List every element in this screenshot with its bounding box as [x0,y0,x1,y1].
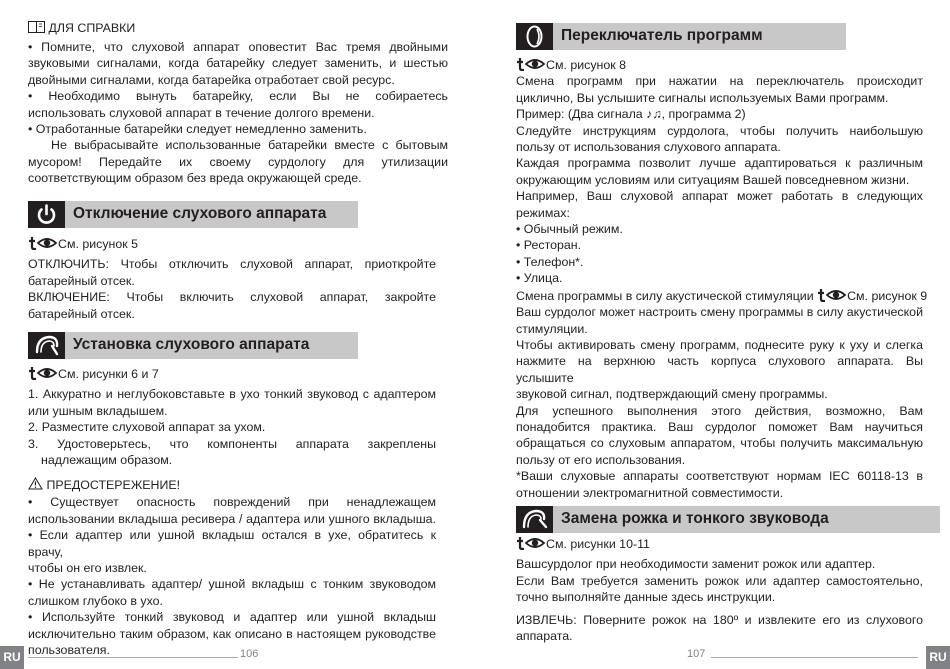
body-line: Пример: (Два сигнала ♪♫, программа 2) [516,107,746,122]
body-line: пользу от его использования. [516,452,686,467]
body-line: окружающим условиям или ситуациям Вашей повседневном жизни. [516,172,910,187]
page-number: 106 [240,648,259,660]
body-line: Смена программ при нажатии на переключатель происходит [516,74,923,89]
figure-reference: См. рисунки 10-11 [516,536,923,552]
list-item: надлежащим образом. [41,453,173,468]
note-line: • Необходимо вынуть батарейку, если Вы не собираетесь [28,89,448,104]
warning-line: использовании вкладыша ресивера / адаптера или ушного вкладыша. [28,511,436,526]
body-line: Например, Ваш слуховой аппарат может работать в следующих [516,189,923,204]
note-line: соответствующим образом без вреда окружающей среде. [28,171,362,186]
list-item: 2. Разместите слуховой аппарат за ухом. [28,420,266,435]
install-body [28,366,436,468]
section-title: Отключение слухового аппарата [73,205,327,222]
body-line: точно выполняйте данные здесь инструкции. [516,590,776,605]
section-header-power-off [28,201,358,228]
warning-title: ПРЕДОСТЕРЕЖЕНИЕ! [46,478,181,492]
body-line: циклично, Вы услышите сигналы используемых Вами программ. [516,90,889,105]
body-line: Вашсурдолог при необходимости заменит рожок или адаптер. [516,557,876,572]
language-badge: RU [926,646,950,669]
book-icon [28,21,45,33]
note-line: мусором! Передайте их своему сурдологу для утилизации [28,154,448,169]
list-item: • Улица. [516,271,563,286]
replace-tube-body [516,536,923,644]
warning-line: • Используйте тонкий звуковод и адаптер или ушной вкладыш [28,610,436,625]
see-figure-icon [516,536,546,550]
body-line: стимуляции. [516,321,588,336]
body-line: батарейный отсек. [28,273,135,288]
body-line: обращаться со слуховым аппаратом, чтобы получить максимальную [516,436,923,451]
page-number: 107 [687,648,706,660]
body-line: ОТКЛЮЧИТЬ: Чтобы отключить слуховой аппарат, приоткройте [28,257,436,272]
language-badge: RU [0,646,24,669]
section-title: Замена рожка и тонкого звуковода [561,510,829,527]
list-item: 1. Аккуратно и неглубоковставьте в ухо тонкий звуковод с адаптером [28,387,436,402]
body-line: Каждая программа позволит лучше адаптироваться к различным [516,156,923,171]
list-item: 3. Удостоверьтесь, что компоненты аппарата закреплены [28,436,436,451]
warning-heading [28,477,436,493]
body-line: ИЗВЛЕЧЬ: Поверните рожок на 180º и извлеките его из слухового [516,612,923,627]
see-figure-icon [28,366,58,380]
footer-rule [711,657,918,658]
program-switch-body [516,57,928,501]
footer-rule [28,657,238,658]
right-page [475,0,950,669]
warning-line: чтобы он его извлек. [28,561,147,576]
warning-line: пользователя. [28,643,110,658]
warning-block [28,477,436,658]
power-icon [28,201,65,228]
note-heading [28,20,448,37]
list-item: • Ресторан. [516,238,582,253]
body-line: режимах: [516,205,570,220]
warning-line: • Существует опасность повреждений при ненадлежащем [28,495,436,510]
warning-line: • Не устанавливать адаптер/ ушной вкладыш с тонким звуководом [28,577,436,592]
footnote-line: отношении электромагнитной совместимости. [516,485,784,500]
body-line: нажмите на верхнюю часть корпуса слухового аппарата. Вы услышите [516,354,923,385]
note-line: звуковыми сигналами, когда батарейку следует заменить, и шестью [28,56,448,71]
warning-triangle-icon [28,477,43,490]
list-item: • Обычный режим. [516,222,623,237]
note-line: • Помните, что слуховой аппарат оповестит Вас тремя двойными [28,40,448,54]
list-item: • Телефон*. [516,254,584,269]
body-line: Если Вам требуется заменить рожок или адаптер самостоятельно, [516,573,923,588]
section-title: Переключатель программ [561,27,763,44]
section-title: Установка слухового аппарата [73,336,310,353]
note-block [28,20,448,187]
note-line: Не выбрасывайте использованные батарейки вместе с бытовым [51,138,448,153]
body-line: звуковой сигнал, подтверждающий смену программы. [516,387,828,402]
body-line: Ваш сурдолог может настроить смену программы в силу акустической [516,305,923,320]
section-header-install [28,332,358,359]
ear-hook-icon [28,332,65,359]
program-switch-icon [516,23,553,50]
note-title: ДЛЯ СПРАВКИ [48,21,136,35]
see-figure-icon [28,236,58,250]
list-item: или ушным вкладышем. [28,403,168,418]
body-line: ВКЛЮЧЕНИЕ: Чтобы включить слуховой аппарат, закройте [28,290,436,305]
body-line: Чтобы активировать смену программ, поднесите руку к уху и слегка [516,337,923,352]
footnote-line: *Ваши слуховые аппараты соответствуют нормам IEC 60118-13 в [516,469,923,484]
note-line: использовать слуховой аппарат в течение долгого времени. [28,105,375,120]
section-header-replace-tube [516,506,940,533]
acoustic-switch-heading: Смена программы в силу акустической стимуляции См. рисунок 9 [516,288,928,303]
body-line: Следуйте инструкциям сурдолога, чтобы получить наибольшую [516,123,923,138]
warning-line: • Если адаптер или ушной вкладыш остался в ухе, обратитесь к врачу, [28,528,436,559]
body-line: понадобится практика. Ваш сурдолог поможет Вам научиться [516,419,923,434]
note-line: • Отработанные батарейки следует немедленно заменить. [28,122,367,137]
note-line: двойными сигналами, когда батарейка отработает свой ресурс. [28,72,395,87]
section-header-program-switch [516,23,846,50]
body-line: Для успешного выполнения этого действия, возможно, Вам [516,403,923,418]
ear-hook-icon [516,506,553,533]
warning-line: слишком глубоко в ухо. [28,593,164,608]
body-line: аппарата. [516,629,573,644]
power-off-body [28,236,436,322]
figure-reference: См. рисунки 6 и 7 [28,366,436,382]
figure-reference: См. рисунок 8 [516,57,923,73]
figure-reference: См. рисунок 5 [28,236,436,252]
body-line: батарейный отсек. [28,306,135,321]
body-line: пользу от использования слухового аппарата. [516,140,781,155]
warning-line: исключительно таким образом, как описано в настоящем руководстве [28,626,436,641]
see-figure-icon [817,288,847,302]
see-figure-icon [516,57,546,71]
